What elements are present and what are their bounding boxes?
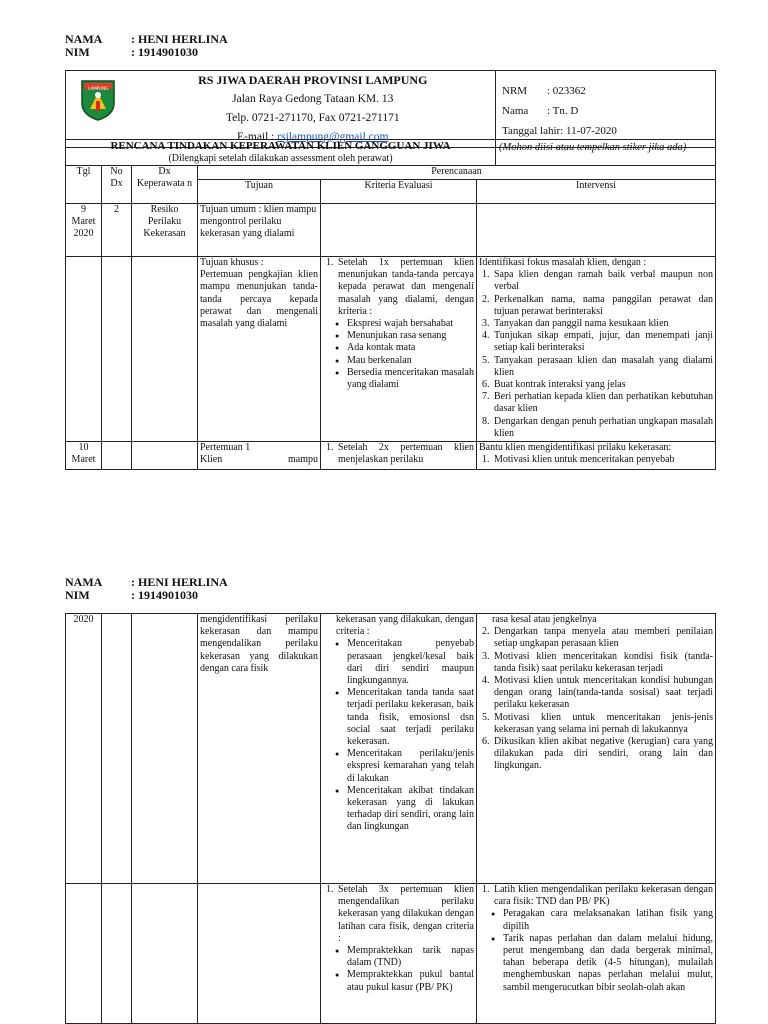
row3-dx bbox=[132, 442, 198, 470]
patient-nrm: NRM : 023362 bbox=[502, 85, 586, 97]
header-tgl: Tgl bbox=[66, 166, 102, 204]
row3-intervensi-intro: Bantu klien mengidentifikasi prilaku kekerasan: bbox=[479, 442, 672, 453]
row3-intervensi bbox=[477, 442, 716, 470]
hospital-email-link[interactable]: rsjlampung@gmail.com bbox=[277, 131, 389, 143]
row3-tgl: 10 Maret bbox=[66, 442, 102, 470]
list-item: ● Menceritakan penyebab perasaan jengkel/kesal baik dari diri sendiri maupun lingkungannya. bbox=[347, 638, 474, 687]
patient-sticker-note: (Mohon diisi atau tempelkan stiker jika ada) bbox=[496, 140, 716, 166]
table-row bbox=[66, 614, 716, 884]
list-item: ● Menceritakan perilaku/jenis ekspresi kemarahan yang telah di lakukan bbox=[347, 748, 474, 785]
p2-kriteria-intro: kekerasan yang dilakukan, dengan criteria : bbox=[336, 614, 474, 638]
row2-kriteria-bullets bbox=[323, 318, 474, 391]
hospital-address: Jalan Raya Gedong Tataan KM. 13 bbox=[232, 93, 394, 105]
list-item: 7. Beri perhatian kepada klien dan perhatikan kebutuhan dasar klien bbox=[492, 391, 713, 415]
p2r2-kriteria bbox=[321, 884, 477, 1024]
list-item: 6. Dikusikan klien akibat negative (kerugian) cara yang dilakukan pada diri sendiri, orang lain dan lingkungan. bbox=[492, 736, 713, 773]
row2-tujuan bbox=[198, 257, 321, 442]
list-item: 4. Tunjukan sikap empati, jujur, dan menempati janji setiap kali berinteraksi bbox=[492, 330, 713, 354]
patient-info-cell bbox=[496, 71, 716, 148]
row2-kriteria-intro: 1. Setelah 1x pertemuan klien menunjukan tanda-tanda percaya kepada perawat dan mengenali masalah yang dialami, dengan kriteria : bbox=[336, 257, 474, 318]
student-nim-label: NIM bbox=[65, 45, 90, 59]
list-item: 1. Sapa klien dengan ramah baik verbal maupun non verbal bbox=[492, 269, 713, 293]
p2r2-tujuan bbox=[198, 884, 321, 1024]
list-item: ● Peragakan cara melaksanakan latihan fisik yang dipilih bbox=[503, 908, 713, 932]
hospital-info-cell bbox=[131, 71, 496, 148]
form-subtitle: (Dilengkapi setelah dilakukan assessment oleh perawat) bbox=[168, 153, 393, 164]
row2-no-dx bbox=[102, 257, 132, 442]
list-item: 2. Dengarkan tanpa menyela atau memberi penilaian setiap ungkapan perasaan klien bbox=[492, 626, 713, 650]
p2r2-kriteria-bullets bbox=[323, 945, 474, 994]
patient-name: Nama : Tn. D bbox=[502, 105, 579, 117]
hospital-email-label: E-mail : bbox=[237, 131, 275, 143]
row2-dx bbox=[132, 257, 198, 442]
row1-dx: Resiko Perilaku Kekerasan bbox=[132, 204, 198, 257]
list-item: 3. Tanyakan dan panggil nama kesukaan klien bbox=[492, 318, 713, 330]
list-item: ● Menunjukan rasa senang bbox=[347, 330, 474, 342]
row2-tujuan-title: Tujuan khusus : bbox=[200, 257, 264, 268]
list-item: ● Bersedia menceritakan masalah yang dialami bbox=[347, 367, 474, 391]
p2-no-dx bbox=[102, 614, 132, 884]
p2r2-intervensi-intro: 1. Latih klien mengendalikan perilaku kekerasan dengan cara fisik: TND dan PB/ PK) bbox=[492, 884, 713, 908]
table-row bbox=[66, 442, 716, 470]
list-item: ● Menceritakan akibat tindakan kekerasan yang di lakukan terhadap diri sendiri, orang lain dan lingkungan bbox=[347, 785, 474, 834]
list-item: ● Ekspresi wajah bersahabat bbox=[347, 318, 474, 330]
row3-tujuan bbox=[198, 442, 321, 470]
p2r2-intervensi-bullets bbox=[479, 908, 713, 993]
row1-no-dx: 2 bbox=[102, 204, 132, 257]
p2-kriteria-bullets bbox=[323, 638, 474, 833]
patient-dob: Tanggal lahir: 11-07-2020 bbox=[502, 125, 617, 137]
list-item: ● Ada kontak mata bbox=[347, 342, 474, 354]
student-name-value: : HENI HERLINA bbox=[131, 32, 228, 46]
p2-intervensi-list bbox=[479, 626, 713, 772]
student-nim-line bbox=[65, 46, 198, 59]
row1-tujuan: Tujuan umum : klien mampu mengontrol perilaku kekerasan yang dialami bbox=[198, 204, 321, 257]
row2-intervensi bbox=[477, 257, 716, 442]
row1-tgl: 9 Maret 2020 bbox=[66, 204, 102, 257]
p2r2-tgl bbox=[66, 884, 102, 1024]
header-perencanaan: Perencanaan bbox=[198, 166, 716, 180]
form-title: RENCANA TINDAKAN KEPERAWATAN KLIEN GANGGUAN JIWA bbox=[110, 140, 451, 152]
header-kriteria: Kriteria Evaluasi bbox=[321, 180, 477, 204]
list-item: 3. Motivasi klien menceritakan kondisi fisik (tanda-tanda fisik) saat perilaku kekerasan terjadi bbox=[492, 651, 713, 675]
hospital-name: RS JIWA DAERAH PROVINSI LAMPUNG bbox=[198, 73, 428, 87]
lampung-logo-icon bbox=[80, 79, 116, 119]
row3-no-dx bbox=[102, 442, 132, 470]
list-item: 5. Tanyakan perasaan klien dan masalah yang dialami klien bbox=[492, 355, 713, 379]
p2-kriteria bbox=[321, 614, 477, 884]
row1-kriteria bbox=[321, 204, 477, 257]
list-item: 4. Motivasi klien untuk menceritakan kondisi hubungan dengan orang lain(tanda-tanda sosisal) saat terjadi perilaku kekerasan bbox=[492, 675, 713, 712]
student-nim-value: : 1914901030 bbox=[131, 45, 198, 59]
form-title-table bbox=[65, 139, 716, 166]
list-item: ● Tarik napas perlahan dan dalam melalui hidung, perut mengembang dan dada bergerak minimal, tahan beberapa detik (4-5 hitungan), mulailah menghembuskan napas perlahan melalui mulut, sambil mengerucutkan bibir seolah-olah akan bbox=[503, 933, 713, 994]
form-title-cell bbox=[66, 140, 496, 166]
p2r2-intervensi bbox=[477, 884, 716, 1024]
header-tujuan: Tujuan bbox=[198, 180, 321, 204]
table-row bbox=[66, 204, 716, 257]
p2-tgl: 2020 bbox=[66, 614, 102, 884]
list-item: ● Mempraktekkan tarik napas dalam (TND) bbox=[347, 945, 474, 969]
student-name-label: NAMA bbox=[65, 32, 103, 46]
hospital-info bbox=[133, 71, 494, 147]
header-no-dx: No Dx bbox=[102, 166, 132, 204]
row3-tujuan-title: Pertemuan 1 bbox=[200, 442, 251, 453]
hospital-phone: Telp. 0721-271170, Fax 0721-271171 bbox=[225, 112, 400, 124]
header-intervensi: Intervensi bbox=[477, 180, 716, 204]
form-header-table bbox=[65, 70, 716, 148]
row3-kriteria bbox=[321, 442, 477, 470]
list-item: ● Mempraktekkan pukul bantal atau pukul kasur (PB/ PK) bbox=[347, 969, 474, 993]
row1-intervensi bbox=[477, 204, 716, 257]
p2r2-no-dx bbox=[102, 884, 132, 1024]
document-page-2 bbox=[0, 540, 768, 1024]
p2-intervensi-cont: rasa kesal atau jengkelnya bbox=[492, 614, 597, 625]
p2r2-kriteria-intro: 1. Setelah 3x pertemuan klien mengendalikan perilaku kekerasan yang dilakukan dengan latihan cara fisik, dengan criteria : bbox=[336, 884, 474, 945]
p2-dx bbox=[132, 614, 198, 884]
p2-tujuan: mengidentifikasi perilaku kekerasan dan mampu mengendalikan perilaku kekerasan yang dilakukan dengan cara fisik bbox=[198, 614, 321, 884]
student-nim-line-2: NIM : 1914901030 bbox=[65, 588, 198, 602]
p2r2-dx bbox=[132, 884, 198, 1024]
row3-kriteria-item: 1. Setelah 2x pertemuan klien menjelaskan perilaku bbox=[336, 442, 474, 466]
header-dx: Dx Keperawata n bbox=[132, 166, 198, 204]
row2-intervensi-list bbox=[479, 269, 713, 440]
row2-tgl bbox=[66, 257, 102, 442]
row3-tujuan-body: Klien mampu bbox=[200, 454, 318, 466]
row2-kriteria bbox=[321, 257, 477, 442]
list-item: 2. Perkenalkan nama, nama panggilan perawat dan tujuan perawat berinteraksi bbox=[492, 294, 713, 318]
student-name-line-2: NAMA : HENI HERLINA bbox=[65, 575, 228, 589]
care-plan-table bbox=[65, 165, 716, 470]
row2-tujuan-body: Pertemuan pengkajian klien mampu menunjukan tanda-tanda percaya kepada perawat dan mengenali masalah yang dialami bbox=[200, 269, 318, 330]
logo-text: LAMPUNG bbox=[88, 86, 109, 91]
row3-intervensi-item: 1. Motivasi klien untuk menceritakan penyebab bbox=[492, 454, 713, 466]
p2-intervensi bbox=[477, 614, 716, 884]
list-item: 6. Buat kontrak interaksi yang jelas bbox=[492, 379, 713, 391]
list-item: ● Menceritakan tanda tanda saat terjadi perilaku kekerasan, baik tanda fisik, emosionsl dsn social saat terjadi perilaku kekerasan. bbox=[347, 687, 474, 748]
table-row bbox=[66, 257, 716, 442]
list-item: 8. Dengarkan dengan penuh perhatian ungkapan masalah klien bbox=[492, 416, 713, 440]
table-row bbox=[66, 884, 716, 1024]
row2-intervensi-intro: Identifikasi fokus masalah klien, dengan : bbox=[479, 257, 647, 268]
logo-cell bbox=[66, 71, 131, 148]
list-item: 5. Motivasi klien untuk menceritakan jenis-jenis kekerasan yang selama ini pernah di lakukannya bbox=[492, 712, 713, 736]
list-item: ● Mau berkenalan bbox=[347, 355, 474, 367]
care-plan-table-continued bbox=[65, 613, 716, 1024]
